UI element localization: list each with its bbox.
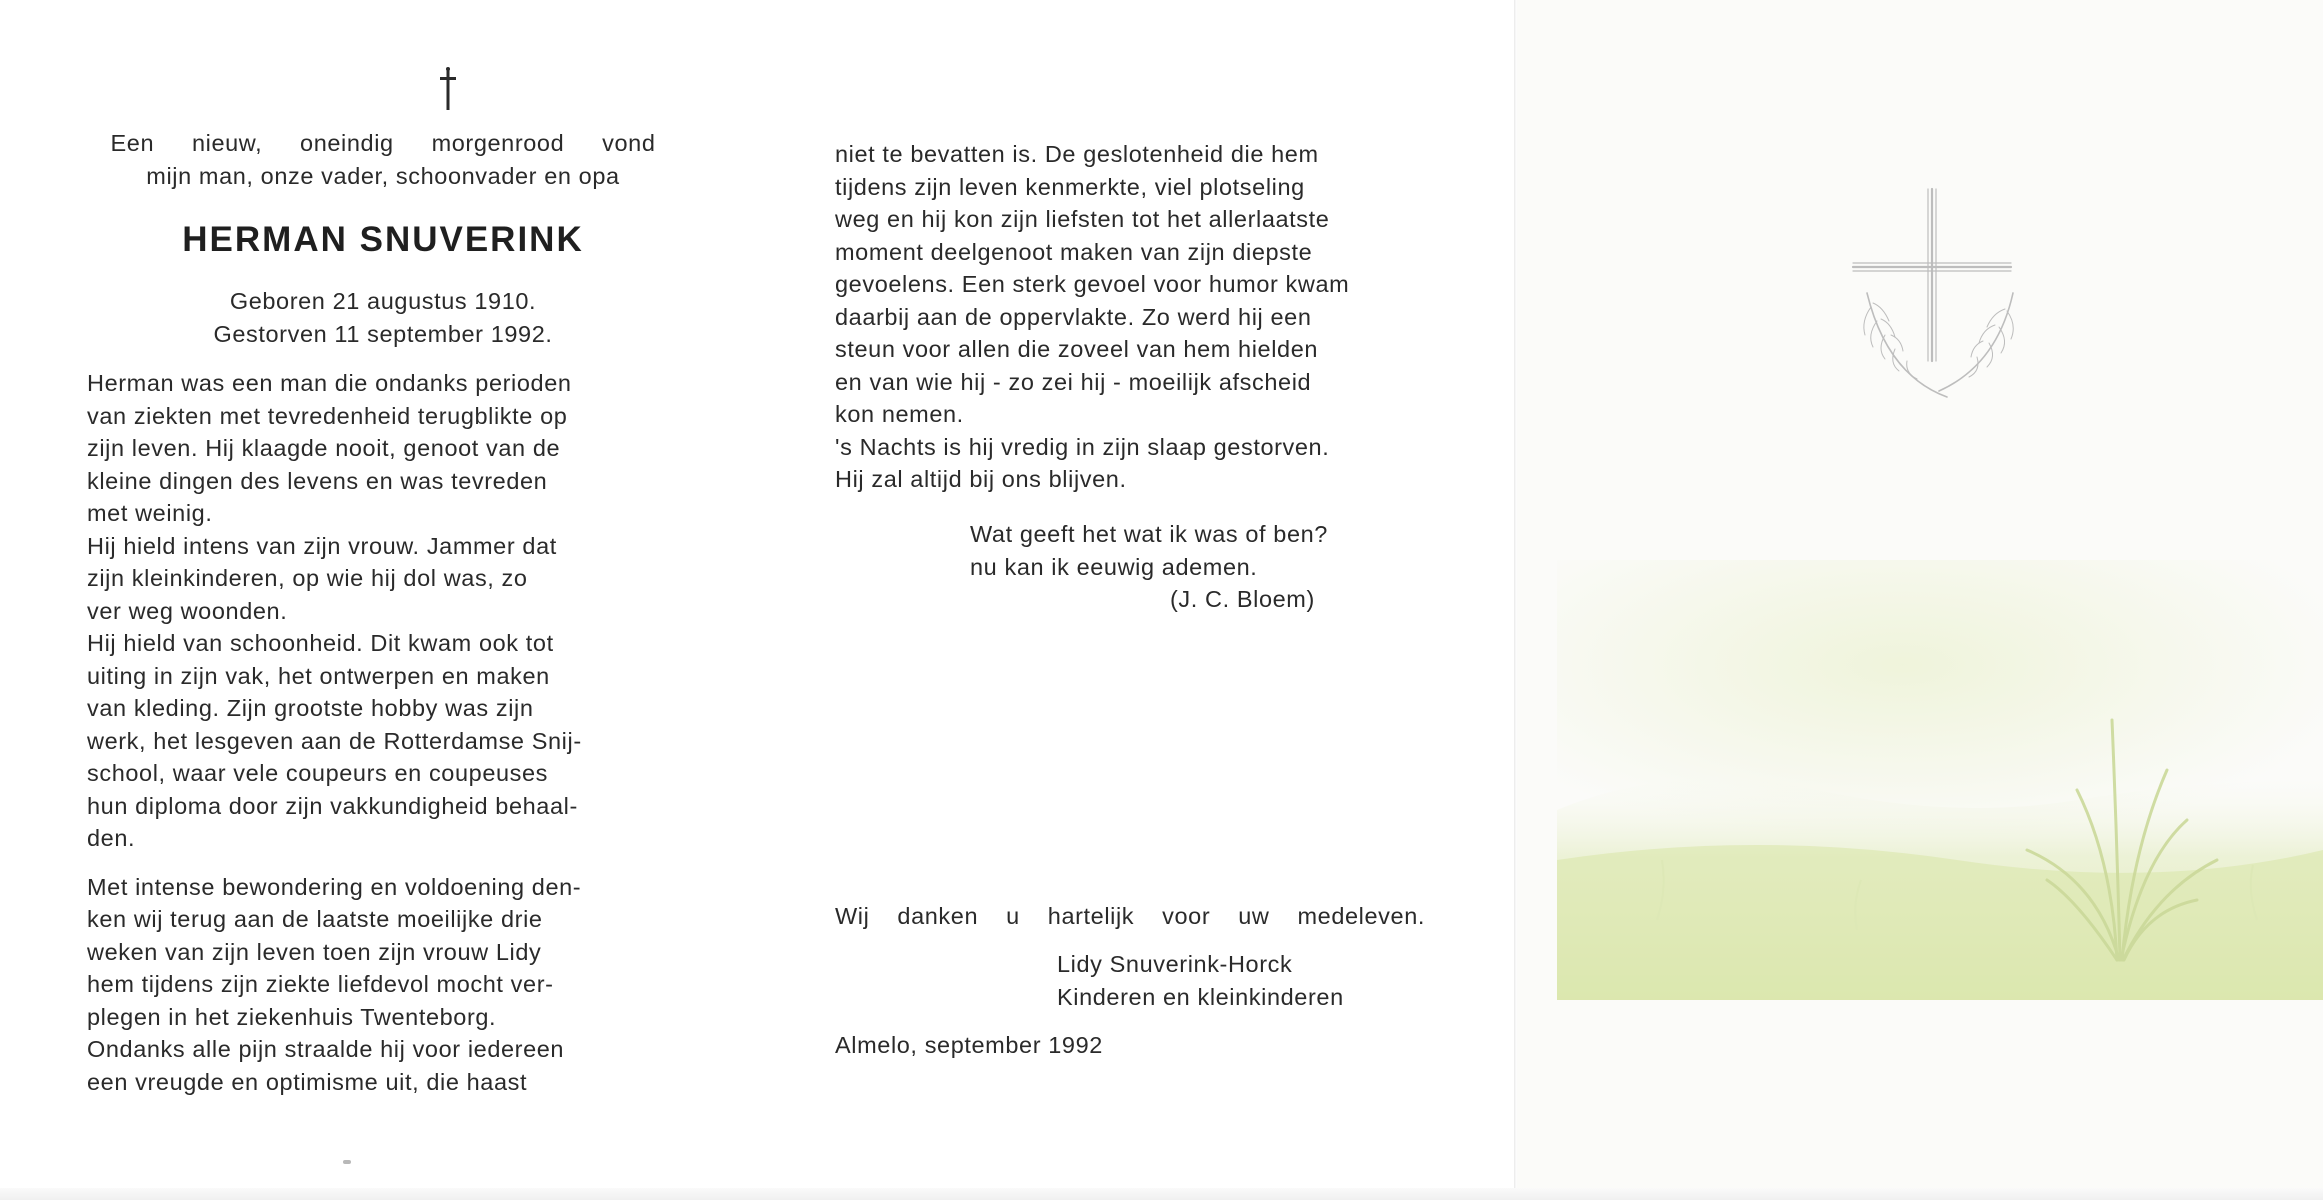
- thanks-line: [835, 900, 1425, 933]
- intro-text: [87, 127, 679, 192]
- paragraph-line: van ziekten met tevredenheid terugblikte op: [87, 402, 568, 429]
- paragraph-line: Hij hield intens van zijn vrouw. Jammer dat: [87, 532, 557, 559]
- paragraph-line: Hij hield van schoonheid. Dit kwam ook tot: [87, 630, 554, 656]
- poem-quote: [970, 518, 1390, 616]
- thanks-text: Wij danken u hartelijk voor uw medeleven.: [835, 903, 1425, 929]
- biography-continued: [835, 138, 1425, 496]
- paragraph-line: steun voor allen die zoveel van hem hielden: [835, 336, 1319, 362]
- paragraph-line: plegen in het ziekenhuis Twenteborg.: [87, 1003, 497, 1030]
- paragraph-line: 's Nachts is hij vredig in zijn slaap gestorven.: [835, 433, 1330, 460]
- paragraph-line: weken van zijn leven toen zijn vrouw Lidy: [87, 938, 542, 965]
- intro-word: oneindig: [300, 130, 394, 156]
- card-bottom-edge: [0, 1188, 2323, 1200]
- paragraph-line: met weinig.: [87, 500, 213, 526]
- paragraph-line: moment deelgenoot maken van zijn diepste: [835, 238, 1313, 265]
- landscape-artwork: [1557, 560, 2323, 1020]
- paragraph-line: een vreugde en optimisme uit, die haast: [87, 1068, 528, 1095]
- cover-page: [1517, 0, 2323, 1200]
- paragraph-line: ken wij terug aan de laatste moeilijke drie: [87, 906, 543, 932]
- paragraph-line: Hij zal altijd bij ons blijven.: [835, 466, 1127, 492]
- poem-line: Wat geeft het wat ik was of ben?: [970, 521, 1328, 547]
- place-and-date: Almelo, september 1992: [835, 1032, 1103, 1058]
- intro-word: vond: [602, 130, 656, 156]
- paragraph-line: van kleding. Zijn grootste hobby was zijn: [87, 695, 534, 721]
- paragraph-line: tijdens zijn leven kenmerkte, viel plotseling: [835, 173, 1305, 200]
- signer-family: Kinderen en kleinkinderen: [1057, 983, 1344, 1010]
- intro-line-2: mijn man, onze vader, schoonvader en opa: [146, 162, 620, 189]
- biography-text: [87, 367, 679, 1098]
- paragraph-line: Herman was een man die ondanks perioden: [87, 370, 572, 396]
- paragraph-gap: [87, 855, 679, 871]
- paragraph-line: Ondanks alle pijn straalde hij voor iedereen: [87, 1036, 565, 1062]
- intro-word: nieuw,: [191, 130, 263, 156]
- paragraph-line: kleine dingen des levens en was tevreden: [87, 467, 548, 494]
- life-dates: [87, 285, 679, 350]
- paragraph-line: werk, het lesgeven aan de Rotterdamse Snij-: [87, 727, 582, 754]
- paragraph-line: Met intense bewondering en voldoening den-: [87, 873, 582, 900]
- paragraph-line: school, waar vele coupeurs en coupeuses: [87, 760, 549, 786]
- birth-date: Geboren 21 augustus 1910.: [229, 288, 537, 314]
- paragraph-line: hun diploma door zijn vakkundigheid behaal-: [87, 792, 578, 819]
- paragraph-line: en van wie hij - zo zei hij - moeilijk afscheid: [835, 368, 1312, 395]
- deceased-name: HERMAN SNUVERINK: [182, 220, 584, 259]
- signer-name: Lidy Snuverink-Horck: [1057, 951, 1293, 977]
- paragraph-line: uiting in zijn vak, het ontwerpen en maken: [87, 662, 550, 689]
- paragraph-line: den.: [87, 825, 136, 851]
- paragraph-line: daarbij aan de oppervlakte. Zo werd hij een: [835, 303, 1312, 330]
- paragraph-line: weg en hij kon zijn liefsten tot het allerlaatste: [835, 206, 1330, 232]
- cross-with-palm-branch-icon: [1847, 185, 2017, 415]
- paragraph-line: zijn kleinkinderen, op wie hij dol was, zo: [87, 565, 528, 591]
- signatories: [1057, 948, 1425, 1013]
- paragraph-line: zijn leven. Hij klaagde nooit, genoot van de: [87, 435, 561, 461]
- poem-line: nu kan ik eeuwig ademen.: [970, 553, 1258, 580]
- paragraph-line: niet te bevatten is. De geslotenheid die hem: [835, 141, 1319, 167]
- paragraph-line: ver weg woonden.: [87, 597, 288, 624]
- paragraph-line: hem tijdens zijn ziekte liefdevol mocht ver-: [87, 971, 554, 997]
- paragraph-line: kon nemen.: [835, 401, 964, 427]
- paper-speck: [343, 1160, 351, 1164]
- intro-word: Een: [110, 130, 155, 156]
- intro-line-1: [111, 127, 656, 160]
- small-cross-icon: [437, 66, 459, 110]
- paragraph-line: gevoelens. Een sterk gevoel voor humor kwam: [835, 271, 1350, 297]
- intro-word: morgenrood: [431, 130, 565, 156]
- death-date: Gestorven 11 september 1992.: [213, 320, 553, 347]
- poem-attribution: (J. C. Bloem): [1170, 586, 1315, 612]
